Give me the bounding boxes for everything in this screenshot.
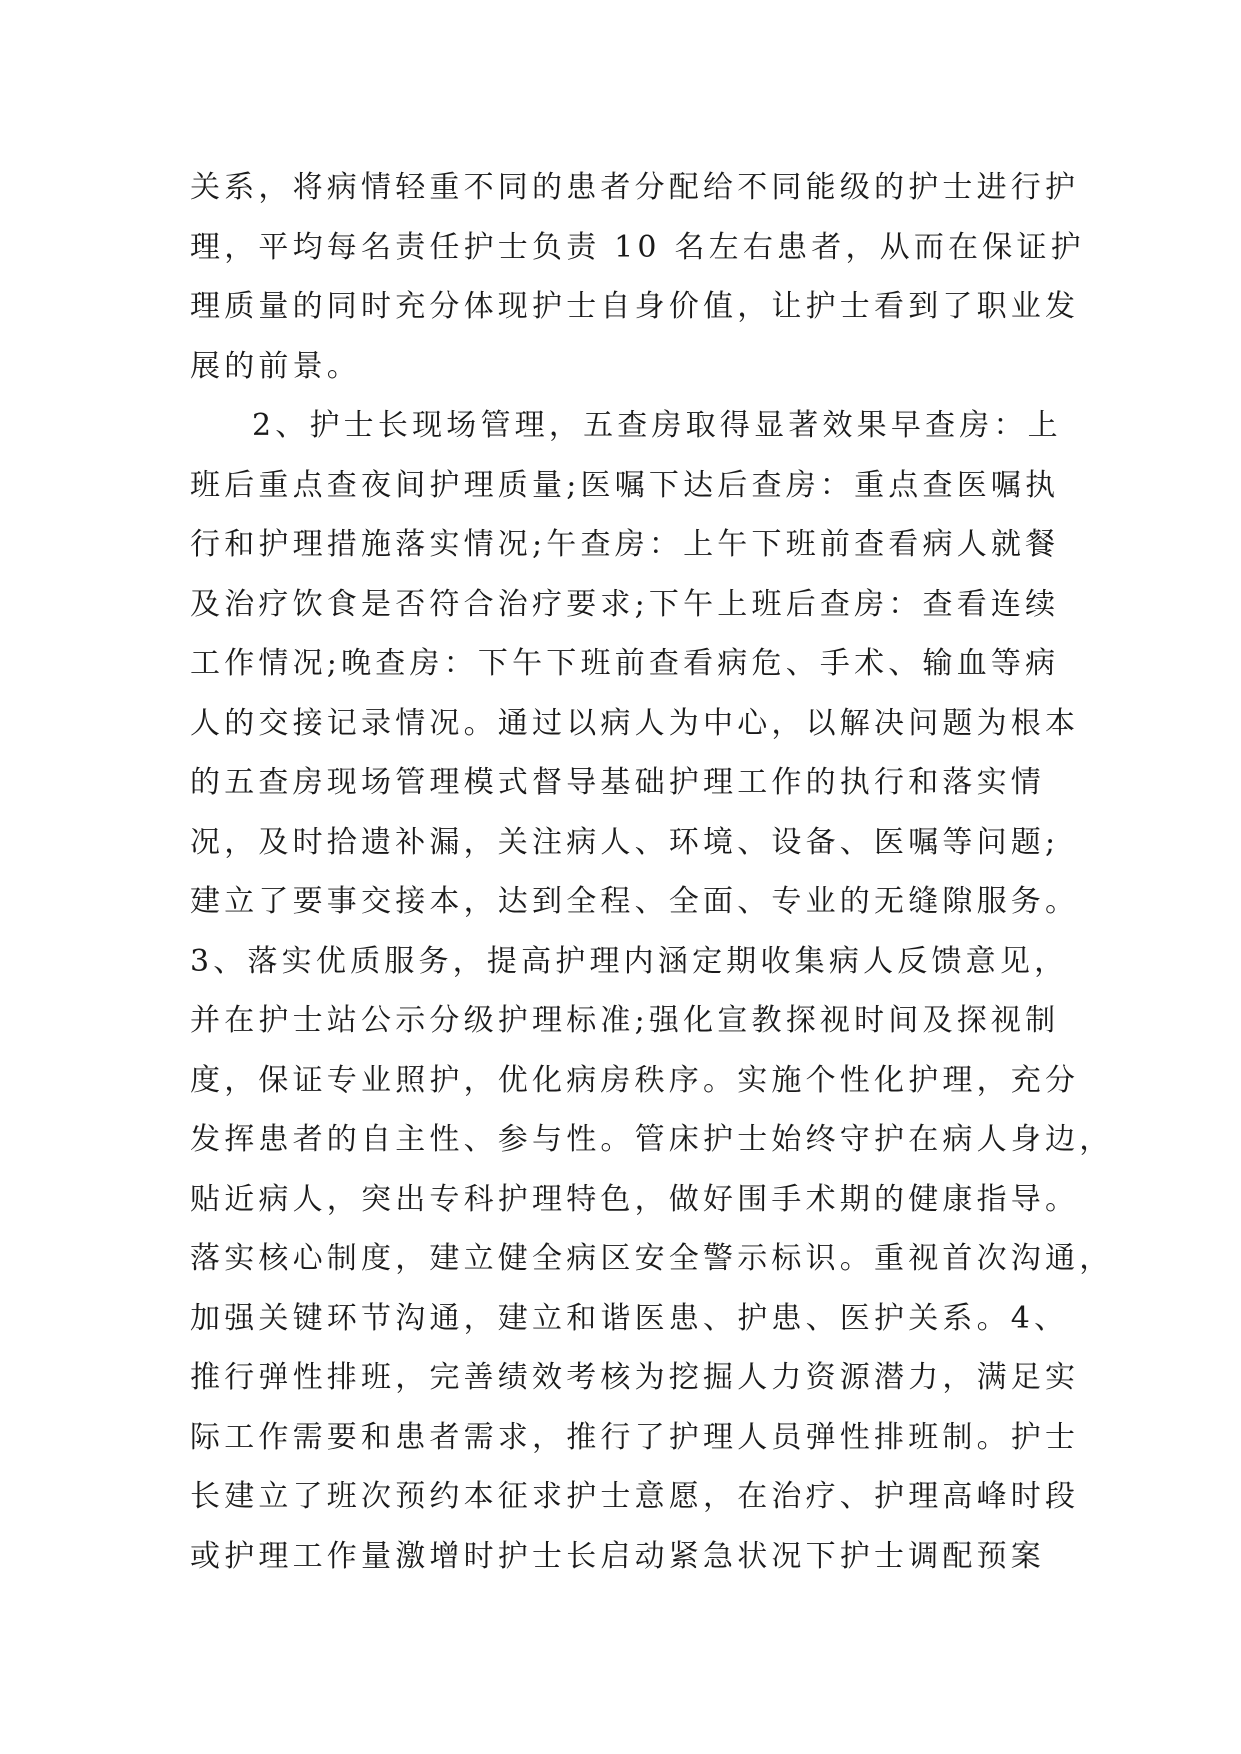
text-line: 落实核心制度，建立健全病区安全警示标识。重视首次沟通， xyxy=(190,1241,1114,1276)
text-line: 贴近病人，突出专科护理特色，做好围手术期的健康指导。 xyxy=(190,1181,1080,1217)
text-line: 行和护理措施落实情况;午查房：上午下班前查看病人就餐 xyxy=(190,527,1060,562)
paragraph-start-line: 2、护士长现场管理，五查房取得显著效果早查房：上 xyxy=(252,408,1062,443)
text-line: 度，保证专业照护，优化病房秩序。实施个性化护理，充分 xyxy=(190,1062,1080,1098)
text-line: 加强关键环节沟通，建立和谐医患、护患、医护关系。4、 xyxy=(190,1300,1069,1336)
text-line: 及治疗饮食是否符合治疗要求;下午上班后查房：查看连续 xyxy=(190,586,1060,622)
text-line: 际工作需要和患者需求，推行了护理人员弹性排班制。护士 xyxy=(190,1419,1080,1455)
text-line: 展的前景。 xyxy=(190,348,361,384)
text-line: 建立了要事交接本，达到全程、全面、专业的无缝隙服务。 xyxy=(190,884,1080,919)
text-line: 理，平均每名责任护士负责 10 名左右患者，从而在保证护 xyxy=(190,229,1085,265)
text-line: 班后重点查夜间护理质量;医嘱下达后查房：重点查医嘱执 xyxy=(190,467,1060,503)
text-line: 并在护士站公示分级护理标准;强化宣教探视时间及探视制 xyxy=(190,1003,1060,1038)
text-line: 理质量的同时充分体现护士自身价值，让护士看到了职业发 xyxy=(190,289,1080,324)
text-line: 人的交接记录情况。通过以病人为中心，以解决问题为根本 xyxy=(190,705,1080,741)
text-line: 推行弹性排班，完善绩效考核为挖掘人力资源潜力，满足实 xyxy=(190,1360,1080,1395)
text-line: 发挥患者的自主性、参与性。管床护士始终守护在病人身边， xyxy=(190,1122,1114,1157)
body-text xyxy=(190,158,1114,1586)
text-line: 长建立了班次预约本征求护士意愿，在治疗、护理高峰时段 xyxy=(190,1479,1080,1514)
text-line: 工作情况;晚查房：下午下班前查看病危、手术、输血等病 xyxy=(190,646,1060,681)
text-line: 的五查房现场管理模式督导基础护理工作的执行和落实情 xyxy=(190,765,1045,800)
text-line: 关系，将病情轻重不同的患者分配给不同能级的护士进行护 xyxy=(190,170,1080,205)
text-line: 况，及时拾遗补漏，关注病人、环境、设备、医嘱等问题; xyxy=(190,824,1060,860)
text-line: 3、落实优质服务，提高护理内涵定期收集病人反馈意见， xyxy=(190,943,1069,979)
text-line: 或护理工作量激增时护士长启动紧急状况下护士调配预案 xyxy=(190,1538,1045,1574)
